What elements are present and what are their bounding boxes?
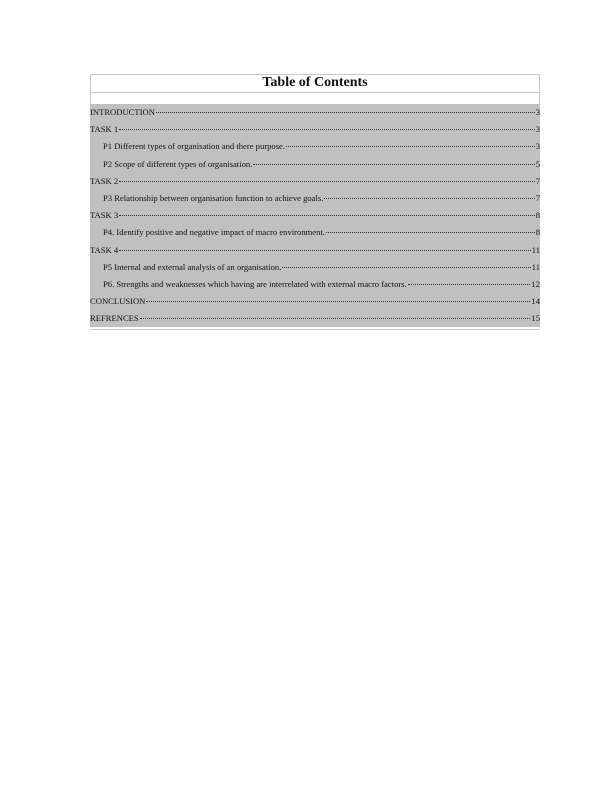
- toc-entry-p1[interactable]: [90, 138, 540, 155]
- toc-entry-page: 3: [535, 107, 540, 117]
- toc-entries: [90, 104, 540, 327]
- dot-leader: [119, 181, 535, 182]
- toc-entry-page: 11: [531, 261, 540, 272]
- toc-entry-label: CONCLUSION: [90, 296, 146, 307]
- toc-entry-page: 3: [535, 124, 540, 135]
- toc-entry-task-1[interactable]: [90, 121, 540, 138]
- toc-entry-page: 15: [531, 313, 540, 324]
- toc-entry-page: 8: [535, 210, 540, 221]
- toc-entry-task-3[interactable]: [90, 207, 540, 224]
- dot-leader: [408, 284, 531, 285]
- table-of-contents: [90, 74, 540, 330]
- toc-entry-page: 11: [531, 244, 540, 255]
- toc-entry-label: TASK 4: [90, 244, 119, 255]
- toc-entry-conclusion[interactable]: [90, 293, 540, 310]
- dot-leader: [324, 198, 534, 199]
- toc-entry-p4[interactable]: [90, 224, 540, 241]
- toc-entry-label: P6. Strengths and weaknesses which having are interrelated with external macro factors.: [103, 278, 407, 289]
- toc-entry-label: P3 Relationship between organisation function to achieve goals.: [103, 192, 324, 203]
- toc-entry-page: 14: [531, 296, 540, 307]
- dot-leader: [253, 164, 534, 165]
- toc-entry-label: REFRENCES: [90, 313, 139, 324]
- toc-entry-label: TASK 3: [90, 210, 119, 221]
- toc-entry-label: TASK 1: [90, 124, 119, 135]
- toc-entry-p3[interactable]: [90, 190, 540, 207]
- toc-entry-page: 8: [535, 227, 540, 238]
- toc-entry-task-2[interactable]: [90, 173, 540, 190]
- toc-entry-task-4[interactable]: [90, 242, 540, 259]
- toc-entry-label: P2 Scope of different types of organisation.: [103, 158, 253, 169]
- toc-entry-page: 5: [535, 158, 540, 169]
- toc-entry-p6[interactable]: [90, 276, 540, 293]
- toc-entry-introduction[interactable]: [90, 104, 540, 121]
- toc-entry-p2[interactable]: [90, 156, 540, 173]
- bottom-divider: [90, 327, 540, 330]
- dot-leader: [140, 318, 531, 319]
- toc-entry-references[interactable]: [90, 310, 540, 327]
- toc-entry-label: P5 Internal and external analysis of an organisation.: [103, 261, 282, 272]
- toc-entry-page: 7: [535, 192, 540, 203]
- toc-entry-label: P4. Identify positive and negative impact of macro environment.: [103, 227, 325, 238]
- blank-row: [90, 93, 540, 104]
- toc-entry-page: 3: [535, 141, 540, 152]
- toc-title: Table of Contents: [90, 74, 540, 92]
- dot-leader: [326, 232, 535, 233]
- toc-entry-label: P1 Different types of organisation and there purpose.: [103, 141, 286, 152]
- dot-leader: [119, 250, 531, 251]
- toc-entry-p5[interactable]: [90, 259, 540, 276]
- dot-leader: [156, 112, 535, 113]
- toc-entry-label: INTRODUCTION: [90, 107, 155, 117]
- dot-leader: [119, 215, 535, 216]
- toc-entry-page: 7: [535, 175, 540, 186]
- toc-entry-page: 12: [531, 278, 540, 289]
- dot-leader: [286, 146, 535, 147]
- toc-entry-label: TASK 2: [90, 175, 119, 186]
- dot-leader: [282, 267, 530, 268]
- dot-leader: [119, 129, 535, 130]
- dot-leader: [146, 301, 530, 302]
